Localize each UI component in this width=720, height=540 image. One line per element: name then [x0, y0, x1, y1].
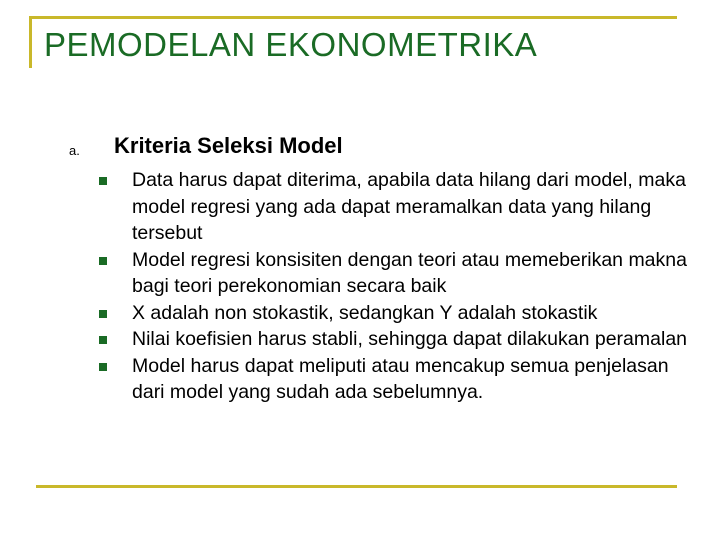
frame-top-line [29, 16, 677, 19]
bullet-list [96, 167, 696, 406]
bullet-item [96, 300, 696, 327]
bullet-item [96, 326, 696, 353]
square-bullet-icon [99, 336, 107, 344]
bullet-text: Data harus dapat diterima, apabila data hilang dari model, maka model regresi yang ada dapat meramalkan data yang hilang tersebut [132, 169, 686, 244]
bullet-text: Model harus dapat meliputi atau mencakup semua penjelasan dari model yang sudah ada sebelumnya. [132, 354, 669, 403]
bullet-text: Nilai koefisien harus stabli, sehingga dapat dilakukan peramalan [132, 328, 688, 350]
slide-title: PEMODELAN EKONOMETRIKA [44, 26, 538, 63]
square-bullet-icon [99, 310, 107, 318]
frame-bottom-line [36, 485, 677, 488]
frame-left-line [29, 16, 32, 68]
section-marker: a. [69, 143, 80, 158]
bullet-item [96, 247, 696, 300]
square-bullet-icon [99, 257, 107, 265]
square-bullet-icon [99, 363, 107, 371]
square-bullet-icon [99, 177, 107, 185]
bullet-item [96, 167, 696, 247]
bullet-text: Model regresi konsisiten dengan teori atau memeberikan makna bagi teori perekonomian secara baik [132, 248, 687, 297]
bullet-text: X adalah non stokastik, sedangkan Y adalah stokastik [132, 301, 598, 324]
section-heading: Kriteria Seleksi Model [114, 133, 343, 158]
bullet-item [96, 353, 696, 406]
